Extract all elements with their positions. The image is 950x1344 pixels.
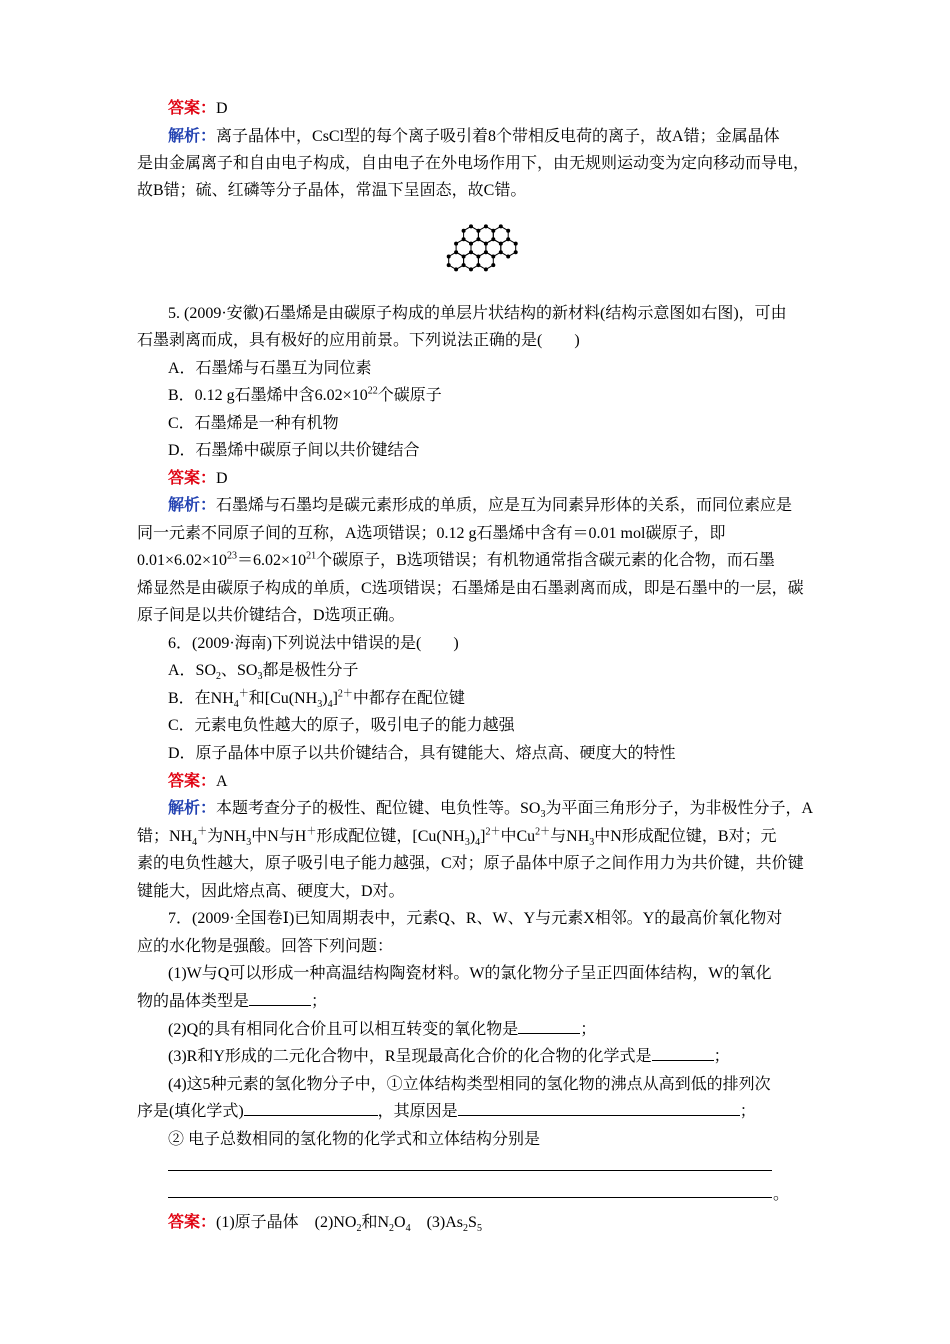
q4-explain-line-3: 故B错；硫、红磷等分子晶体，常温下呈固态，故C错。: [137, 182, 527, 199]
answer-blank[interactable]: [458, 1099, 740, 1116]
q4-explain-line-1: 解析：离子晶体中，CsCl型的每个离子吸引着8个带相反电荷的离子，故A错；金属晶体: [168, 128, 780, 145]
carbon-atom: [469, 250, 473, 254]
carbon-atom: [491, 263, 495, 267]
carbon-atom: [462, 263, 466, 267]
q6-explain-line-3: 素的电负性越大，原子吸引电子能力越强，C对；原子晶体中原子之间作用力为共价键，共价键: [137, 855, 804, 872]
answer-blank[interactable]: [652, 1044, 714, 1061]
carbon-atom: [506, 237, 510, 241]
q7-stem-line-1: 7．(2009·全国卷Ⅰ)已知周期表中，元素Q、R、W、Y与元素X相邻。Y的最高价氧化物对: [168, 910, 783, 927]
q5-explain-line-5: 原子间是以共价键结合，D选项正确。: [137, 607, 405, 624]
answer-value: A: [216, 773, 228, 790]
q6-option-b: B．在$NH_4^+$和$[Cu(NH_3)_4]^{2+}$中都存在配位键: [168, 688, 465, 711]
carbon-atom: [499, 250, 503, 254]
carbon-atom: [462, 229, 466, 233]
hexagon-ring: [501, 239, 516, 256]
carbon-atom: [462, 237, 466, 241]
carbon-atom: [484, 224, 488, 228]
q6-option-a: A．$SO_2$、$SO_3$都是极性分子: [168, 662, 359, 683]
q6-option-d: D．原子晶体中原子以共价键结合，具有键能大、熔点高、硬度大的特性: [168, 745, 676, 762]
q7-answer-line: 答案：(1)原子晶体 $(2)NO_2$和$N_2O_4$ $(3)As_2S_5$: [168, 1214, 482, 1235]
q5-explain-line-4: 烯显然是由碳原子构成的单质，C选项错误；石墨烯是由石墨剥离而成，即是石墨中的一层，碳: [137, 580, 804, 597]
q7-part4-line-2: 序是(填化学式) ，其原因是 ；: [137, 1099, 817, 1125]
q6-stem: 6．(2009·海南)下列说法中错误的是( ): [168, 635, 459, 652]
q6-explain-line-1: 解析：本题考查分子的极性、配位键、电负性等。$SO_3$为平面三角形分子，为非极性分子，A: [168, 800, 814, 821]
q5-explain-line-2: 同一元素不同原子间的互称，A选项错误；0.12 g石墨烯中含有＝0.01 mol碳原子，即: [137, 525, 726, 542]
answer-value: D: [216, 470, 228, 487]
q5-option-d: D．石墨烯中碳原子间以共价键结合: [168, 442, 420, 459]
carbon-atom: [469, 224, 473, 228]
q5-explain-line-3: $0.01\times 6.02\times 10^{23}=6.02\times 10^{21}$个碳原子，B选项错误；有机物通常指含碳元素的化合物，而石墨: [137, 550, 775, 569]
q5-stem-line-2: 石墨剥离而成，具有极好的应用前景。下列说法正确的是( ): [137, 332, 580, 349]
hexagon-ring: [478, 252, 493, 269]
carbon-atom: [506, 229, 510, 233]
hexagon-ring: [449, 252, 464, 269]
answer-blank[interactable]: [518, 1017, 580, 1034]
carbon-atom: [491, 237, 495, 241]
carbon-atom: [469, 267, 473, 271]
q5-stem-line-1: 5. (2009·安徽)石墨烯是由碳原子构成的单层片状结构的新材料(结构示意图如右图)，可由: [168, 305, 787, 322]
q5-option-c: C．石墨烯是一种有机物: [168, 415, 339, 432]
carbon-atom: [454, 250, 458, 254]
answer-label: 答案：: [168, 773, 217, 790]
q4-answer-line: [168, 96, 848, 122]
carbon-atom: [514, 250, 518, 254]
carbon-atom: [476, 255, 480, 259]
answer-label: 答案：: [168, 100, 217, 117]
q6-explain-line-4: 键能大，因此熔点高、硬度大，D对。: [137, 883, 405, 900]
carbon-atom: [484, 242, 488, 246]
graphene-structure-figure: [430, 208, 526, 290]
carbon-atom: [476, 237, 480, 241]
explain-label: 解析：: [168, 497, 217, 514]
q5-answer-line: [168, 466, 848, 492]
answer-label: 答案：: [168, 1214, 217, 1231]
explain-label: 解析：: [168, 128, 217, 145]
explain-label: 解析：: [168, 800, 217, 817]
carbon-atom: [454, 267, 458, 271]
q6-option-c: C．元素电负性越大的原子，吸引电子的能力越强: [168, 717, 515, 734]
q7-part2: (2)Q的具有相同化合价且可以相互转变的氧化物是 ；: [168, 1017, 848, 1043]
q6-explain-line-2: 错；$NH_4^+$为$NH_3$中N与H＋形成配位键，$[Cu(NH_3)_4]^{2+}$中$Cu^{2+}$与$NH_3$中N形成配位键，B对；元: [137, 826, 777, 849]
q7-end-mark: 。: [773, 1186, 790, 1203]
q7-part4-line-1: (4)这5种元素的氢化物分子中，①立体结构类型相同的氢化物的沸点从高到低的排列次: [168, 1076, 771, 1093]
answer-value: D: [216, 100, 228, 117]
carbon-atom: [506, 255, 510, 259]
carbon-atom: [491, 255, 495, 259]
q4-explain-line-2: 是由金属离子和自由电子构成，自由电子在外电场作用下，由无规则运动变为定向移动而导电，: [137, 155, 810, 172]
q7-part3: (3)R和Y形成的二元化合物中，R呈现最高化合价的化合物的化学式是 ；: [168, 1044, 848, 1070]
q7-part1-line-1: (1)W与Q可以形成一种高温结构陶瓷材料。W的氯化物分子呈正四面体结构，W的氧化: [168, 965, 772, 982]
carbon-atom: [476, 229, 480, 233]
carbon-atom: [462, 255, 466, 259]
carbon-atom: [454, 242, 458, 246]
answer-label: 答案：: [168, 470, 217, 487]
carbon-atom: [484, 250, 488, 254]
answer-blank[interactable]: [249, 989, 311, 1006]
carbon-atom: [499, 224, 503, 228]
carbon-atom: [469, 242, 473, 246]
q5-option-a: A．石墨烯与石墨互为同位素: [168, 360, 372, 377]
hexagon-ring: [464, 252, 479, 269]
carbon-atom: [514, 242, 518, 246]
carbon-atom: [499, 242, 503, 246]
q7-part1-line-2: 物的晶体类型是 ；: [137, 989, 817, 1015]
carbon-atom: [491, 229, 495, 233]
answer-blank[interactable]: [244, 1099, 378, 1116]
q5-explain-line-1: 解析：石墨烯与石墨均是碳元素形成的单质，应是互为同素异形体的关系，而同位素应是: [168, 497, 793, 514]
q6-answer-line: [168, 769, 848, 795]
q5-option-b: B．0.12 g石墨烯中含$6.02\times 10^{22}$个碳原子: [168, 385, 442, 404]
answer-rule[interactable]: [168, 1170, 772, 1171]
q7-part4-line-3: ② 电子总数相同的氢化物的化学式和立体结构分别是: [168, 1131, 541, 1148]
carbon-atom: [484, 267, 488, 271]
answer-rule[interactable]: [168, 1197, 772, 1198]
carbon-atom: [476, 263, 480, 267]
carbon-atom: [447, 255, 451, 259]
carbon-atom: [447, 263, 451, 267]
q7-stem-line-2: 应的水化物是强酸。回答下列问题：: [137, 938, 394, 955]
